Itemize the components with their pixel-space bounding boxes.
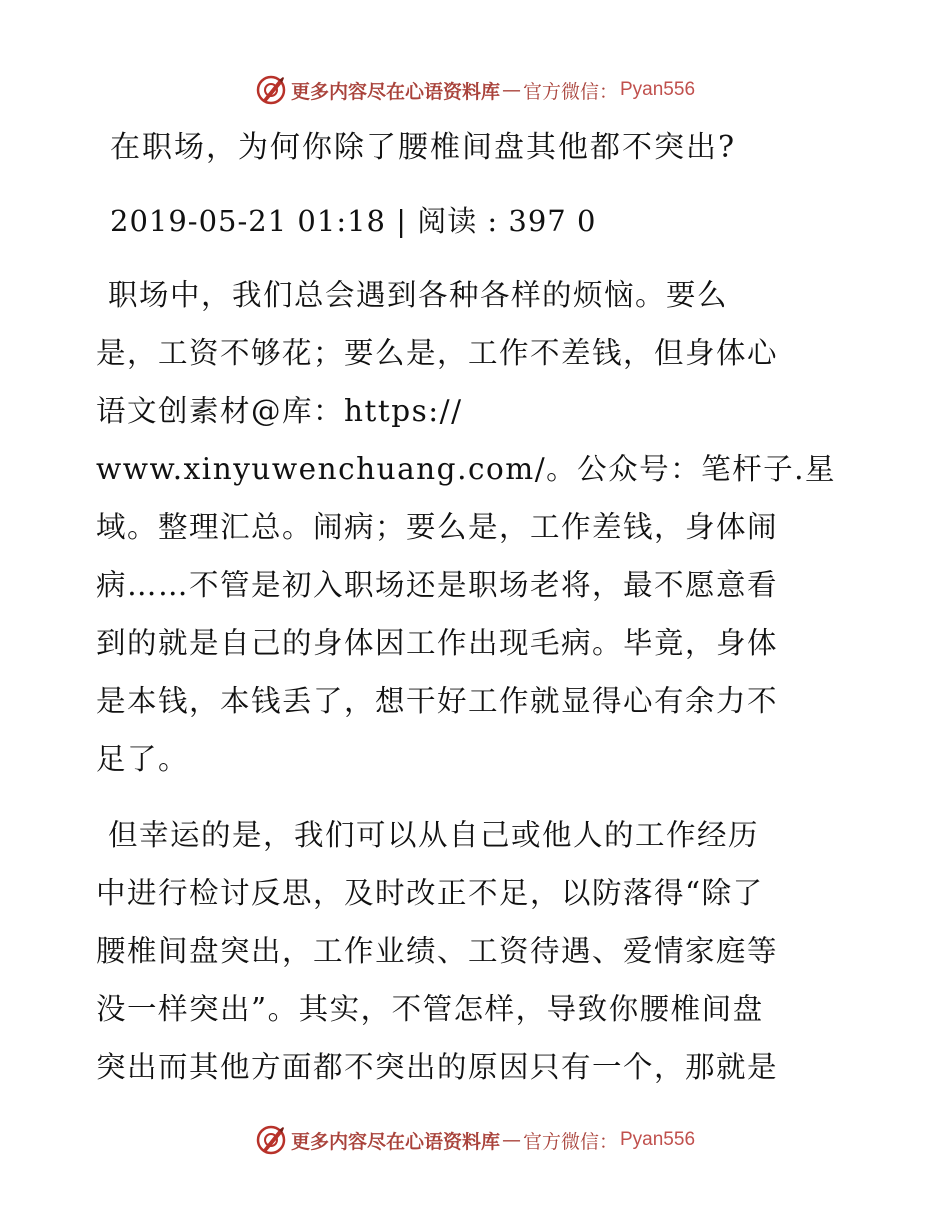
paragraph-line: 到的就是自己的身体因工作出现毛病。毕竟，身体 — [96, 626, 779, 660]
paragraph-line: 但幸运的是，我们可以从自己或他人的工作经历 — [108, 818, 760, 852]
brand-logo-icon — [255, 1124, 287, 1156]
paragraph-line: 病……不管是初入职场还是职场老将，最不愿意看 — [96, 568, 779, 602]
article-meta: 2019-05-21 01:18 | 阅读 : 397 0 — [110, 204, 597, 238]
paragraph-line: 没一样突出”。其实，不管怎样，导致你腰椎间盘 — [96, 992, 764, 1026]
paragraph-line: 职场中，我们总会遇到各种各样的烦恼。要么 — [108, 278, 729, 312]
banner-brand-text: 更多内容尽在心语资料库 — [290, 80, 500, 103]
header-watermark — [0, 72, 950, 108]
paragraph-line: 中进行检讨反思，及时改正不足，以防落得“除了 — [96, 876, 764, 910]
article-paragraph-1 — [96, 266, 856, 788]
banner-dash: — — [501, 79, 521, 101]
paragraph-line: 足了。 — [96, 742, 190, 776]
paragraph-line: 突出而其他方面都不突出的原因只有一个，那就是 — [96, 1050, 779, 1084]
banner-wechat-id: Pyan556 — [620, 1129, 696, 1150]
banner-dash: — — [501, 1129, 521, 1151]
paragraph-line: 腰椎间盘突出，工作业绩、工资待遇、爱情家庭等 — [96, 934, 779, 968]
banner-brand-text: 更多内容尽在心语资料库 — [290, 1130, 500, 1153]
banner-wechat-id: Pyan556 — [620, 79, 696, 100]
article-title: 在职场，为何你除了腰椎间盘其他都不突出? — [110, 130, 737, 165]
article-paragraph-2 — [96, 806, 856, 1096]
brand-logo-icon — [255, 74, 287, 106]
footer-watermark — [0, 1122, 950, 1158]
paragraph-line: 是，工资不够花；要么是，工作不差钱，但身体心 — [96, 336, 779, 370]
banner-official-label: 官方微信： — [522, 80, 618, 103]
paragraph-line: www.xinyuwenchuang.com/。公众号：笔杆子.星 — [96, 452, 837, 486]
paragraph-line: 域。整理汇总。闹病；要么是，工作差钱，身体闹 — [96, 510, 779, 544]
paragraph-line: 语文创素材@库：https:// — [96, 394, 463, 428]
banner-official-label: 官方微信： — [522, 1130, 618, 1153]
paragraph-line: 是本钱，本钱丢了，想干好工作就显得心有余力不 — [96, 684, 779, 718]
